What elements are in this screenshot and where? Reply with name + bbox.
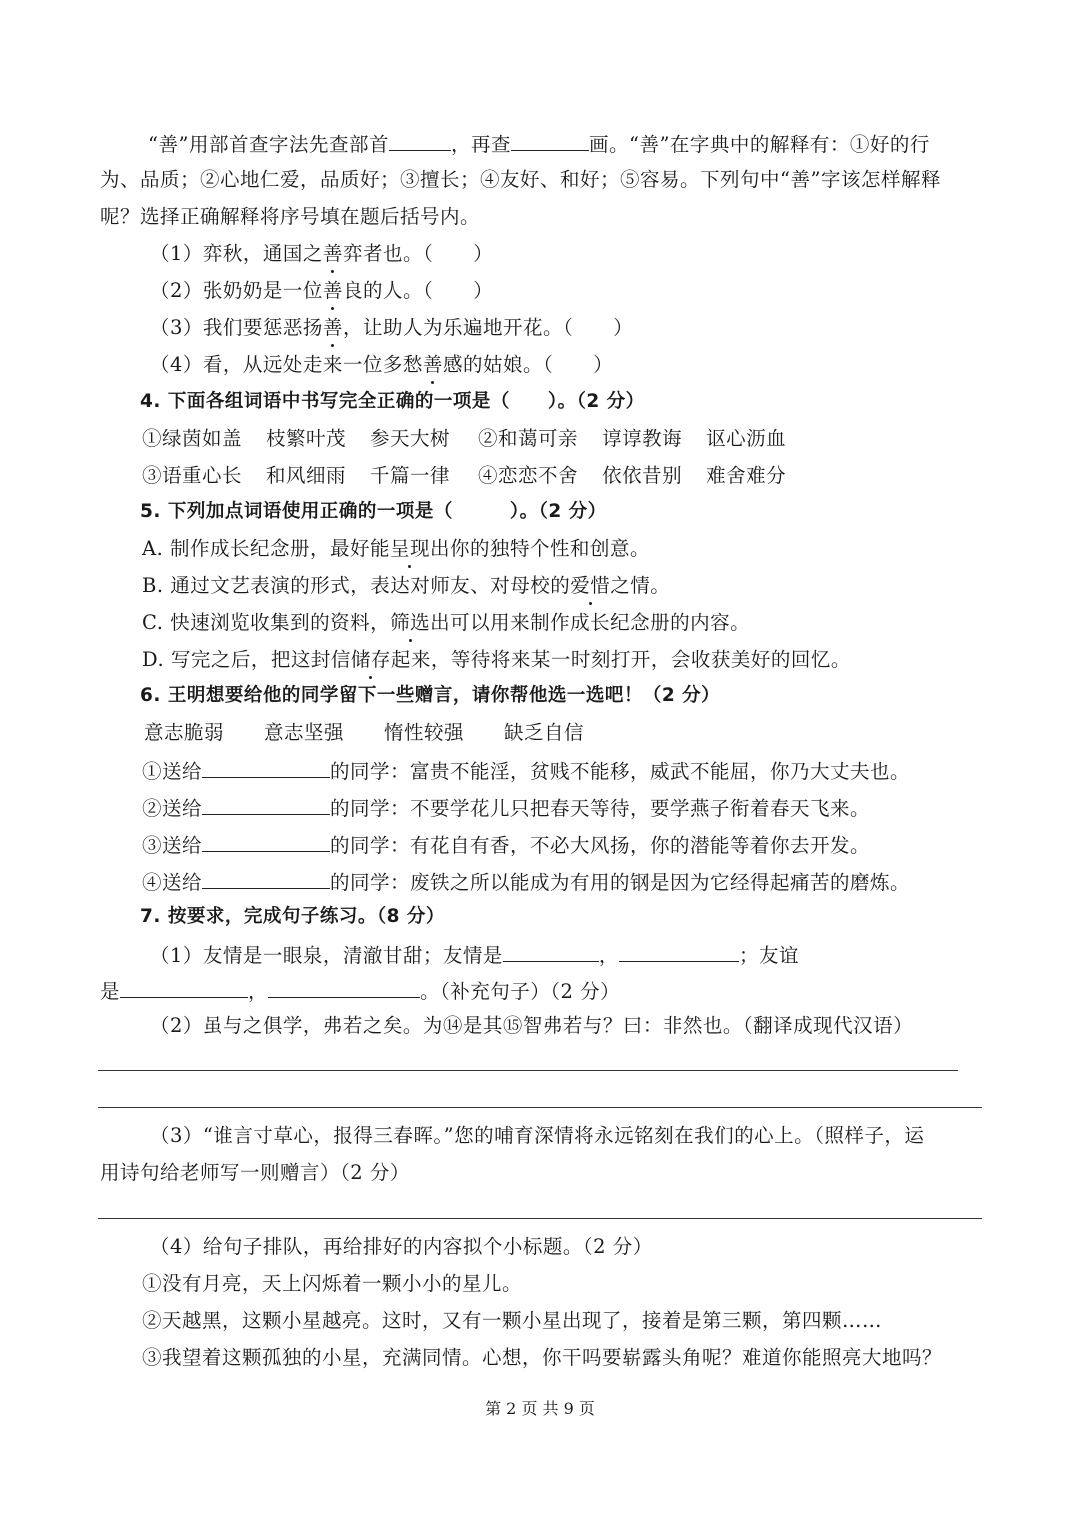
q7-s3-line1: （3）“谁言寸草心，报得三春晖。”您的哺育深情将永远铭刻在我们的心上。（照样子，运 — [150, 1124, 925, 1147]
q6-item-4-post: 的同学：废铁之所以能成为有用的钢是因为它经得起痛苦的磨炼。 — [330, 871, 911, 894]
q6-item-2 — [142, 794, 870, 822]
q7-s3-answer-line[interactable] — [98, 1218, 982, 1219]
q5-option-c-post: 出可以用来制作成长纪念册的内容。 — [430, 611, 751, 634]
q3-intro-text-c: 画。“善”在字典中的解释有：①好的行 — [588, 133, 930, 156]
q7-s1-text-b: ， — [598, 944, 619, 967]
q6-item-3 — [142, 831, 870, 859]
q5-option-d-pre: D. 写完之后，把这封信 — [142, 648, 351, 671]
q3-intro-line1 — [148, 130, 930, 158]
q4-option-2-word-2: 谆谆教诲 — [602, 427, 683, 450]
q6-options — [144, 720, 584, 746]
q6-option-3: 惰性较强 — [384, 721, 465, 744]
q3-item-3-pre: （3）我们要惩恶扬 — [150, 316, 323, 339]
q3-item-2-post: 良的人。（ ） — [342, 279, 494, 302]
q3-item-2-pre: （2）张奶奶是一位 — [150, 279, 323, 302]
q7-s4-item-3: ③我望着这颗孤独的小星，充满同情。心想，你干吗要崭露头角呢？难道你能照亮大地吗？ — [142, 1346, 943, 1369]
q5-option-d — [142, 647, 851, 673]
q6-item-4-pre: ④送给 — [142, 871, 203, 894]
q4-option-3-word-1: ③语重心长 — [142, 464, 243, 487]
q6-title: 6. 王明想要给他的同学留下一些赠言，请你帮他选一选吧！（2 分） — [140, 685, 721, 706]
q5-option-a-dotted: 呈现 — [389, 537, 430, 560]
q7-s1-text-f: 。（补充句子）（2 分） — [420, 980, 621, 1003]
q4-option-1-word-3: 参天大树 — [370, 427, 451, 450]
q3-intro-line3: 呢？选择正确解释将序号填在题后括号内。 — [100, 205, 481, 228]
q7-s4-item-2: ②天越黑，这颗小星越亮。这时，又有一颗小星出现了，接着是第三颗，第四颗…… — [142, 1309, 883, 1332]
q7-s1-blank-2[interactable] — [619, 941, 739, 962]
q3-intro-line2: 为、品质；②心地仁爱，品质好；③擅长；④友好、和好；⑤容易。下列句中“善”字该怎样解释 — [100, 168, 941, 191]
q5-option-b-pre: B. 通过文艺表演的形式，表达对师友、对母校的 — [142, 574, 571, 597]
q3-intro-text-a: “善”用部首查字法先查部首 — [148, 133, 389, 156]
q3-item-4-post: 感的姑娘。（ ） — [442, 353, 614, 376]
q6-item-3-post: 的同学：有花自有香，不必大风扬，你的潜能等着你去开发。 — [330, 834, 871, 857]
q7-s1-text-c: ；友谊 — [738, 944, 799, 967]
q7-s4-item-1: ①没有月亮，天上闪烁着一颗小小的星儿。 — [142, 1272, 523, 1295]
q7-s1-blank-1[interactable] — [503, 941, 599, 962]
q7-s4-title: （4）给句子排队，再给排好的内容拟个小标题。（2 分） — [150, 1235, 653, 1258]
q3-item-2 — [150, 278, 493, 304]
q4-option-4-word-2: 依依昔别 — [602, 464, 683, 487]
q7-s1-line1 — [150, 941, 799, 969]
q6-item-1-post: 的同学：富贵不能淫，贫贱不能移，威武不能屈，你乃大丈夫也。 — [330, 760, 911, 783]
q4-option-3-word-3: 千篇一律 — [370, 464, 451, 487]
q7-s1-blank-4[interactable] — [268, 977, 420, 998]
q6-option-2: 意志坚强 — [264, 721, 345, 744]
q6-item-1-blank[interactable] — [202, 757, 330, 778]
q4-option-1-word-2: 枝繁叶茂 — [266, 427, 347, 450]
q4-title: 4. 下面各组词语中书写完全正确的一项是（ ）。（2 分） — [140, 391, 645, 412]
q3-item-1 — [150, 241, 493, 267]
q5-option-c-pre: C. 快速浏览收集到的资料， — [142, 611, 391, 634]
q6-item-4 — [142, 868, 910, 896]
q6-item-2-pre: ②送给 — [142, 797, 203, 820]
stroke-count-blank[interactable] — [511, 130, 589, 151]
q3-intro-text-b: ，再查 — [450, 133, 511, 156]
q4-option-2-word-3: 讴心沥血 — [706, 427, 787, 450]
q7-s1-text-a: （1）友情是一眼泉，清澈甘甜；友情是 — [150, 944, 503, 967]
q7-s2-answer-line-1[interactable] — [98, 1070, 958, 1071]
q3-item-3 — [150, 315, 633, 341]
q7-s2: （2）虽与之俱学，弗若之矣。为⑭是其⑮智弗若与？曰：非然也。（翻译成现代汉语） — [150, 1014, 914, 1037]
q7-s1-text-d: 是 — [100, 980, 121, 1003]
q5-option-c-dotted: 筛选 — [390, 611, 431, 634]
q5-option-c — [142, 610, 750, 636]
q5-option-a-post: 出你的独特个性和创意。 — [430, 537, 651, 560]
q5-option-a-pre: A. 制作成长纪念册，最好能 — [142, 537, 390, 560]
q7-s1-blank-3[interactable] — [120, 977, 248, 998]
q3-item-3-dotted: 善 — [322, 316, 343, 339]
q6-item-2-post: 的同学：不要学花儿只把春天等待，要学燕子衔着春天飞来。 — [330, 797, 871, 820]
q7-title: 7. 按要求，完成句子练习。（8 分） — [140, 906, 445, 927]
q4-option-4-word-3: 难舍难分 — [706, 464, 787, 487]
q6-item-1-pre: ①送给 — [142, 760, 203, 783]
q3-item-1-dotted: 善 — [322, 242, 343, 265]
q6-item-4-blank[interactable] — [202, 868, 330, 889]
page-number: 第 2 页 共 9 页 — [485, 1399, 595, 1418]
q6-item-3-pre: ③送给 — [142, 834, 203, 857]
q3-item-4-dotted: 善 — [422, 353, 443, 376]
q6-option-1: 意志脆弱 — [144, 721, 225, 744]
q3-item-3-post: ，让助人为乐遍地开花。（ ） — [342, 316, 634, 339]
q6-item-2-blank[interactable] — [202, 794, 330, 815]
q5-option-b — [142, 573, 670, 599]
q4-option-2-word-1: ②和蔼可亲 — [478, 427, 579, 450]
q4-option-1-word-1: ①绿茵如盖 — [142, 427, 243, 450]
q3-item-4-pre: （4）看，从远处走来一位多愁 — [150, 353, 423, 376]
q7-s3-line2: 用诗句给老师写一则赠言）（2 分） — [100, 1161, 410, 1184]
q5-title: 5. 下列加点词语使用正确的一项是（ ）。（2 分） — [140, 501, 607, 522]
q5-option-b-post: 之情。 — [610, 574, 671, 597]
q6-option-4: 缺乏自信 — [504, 721, 585, 744]
radical-blank[interactable] — [389, 130, 451, 151]
q6-item-1 — [142, 757, 910, 785]
q7-s1-text-e: ， — [248, 980, 269, 1003]
q3-item-1-pre: （1）弈秋，通国之 — [150, 242, 323, 265]
q3-item-1-post: 弈者也。（ ） — [342, 242, 494, 265]
q6-item-3-blank[interactable] — [202, 831, 330, 852]
q4-option-3-word-2: 和风细雨 — [266, 464, 347, 487]
q4-option-4-word-1: ④恋恋不舍 — [478, 464, 579, 487]
q5-option-d-dotted: 储存 — [350, 648, 391, 671]
q7-s2-answer-line-2[interactable] — [98, 1107, 982, 1108]
q3-item-4 — [150, 352, 613, 378]
q4-row-2 — [142, 463, 786, 489]
q5-option-a — [142, 536, 650, 562]
q7-s1-line2 — [100, 977, 620, 1005]
q3-item-2-dotted: 善 — [322, 279, 343, 302]
q5-option-b-dotted: 爱惜 — [570, 574, 611, 597]
q4-row-1 — [142, 426, 786, 452]
q5-option-d-post: 起来，等待将来某一时刻打开，会收获美好的回忆。 — [390, 648, 851, 671]
